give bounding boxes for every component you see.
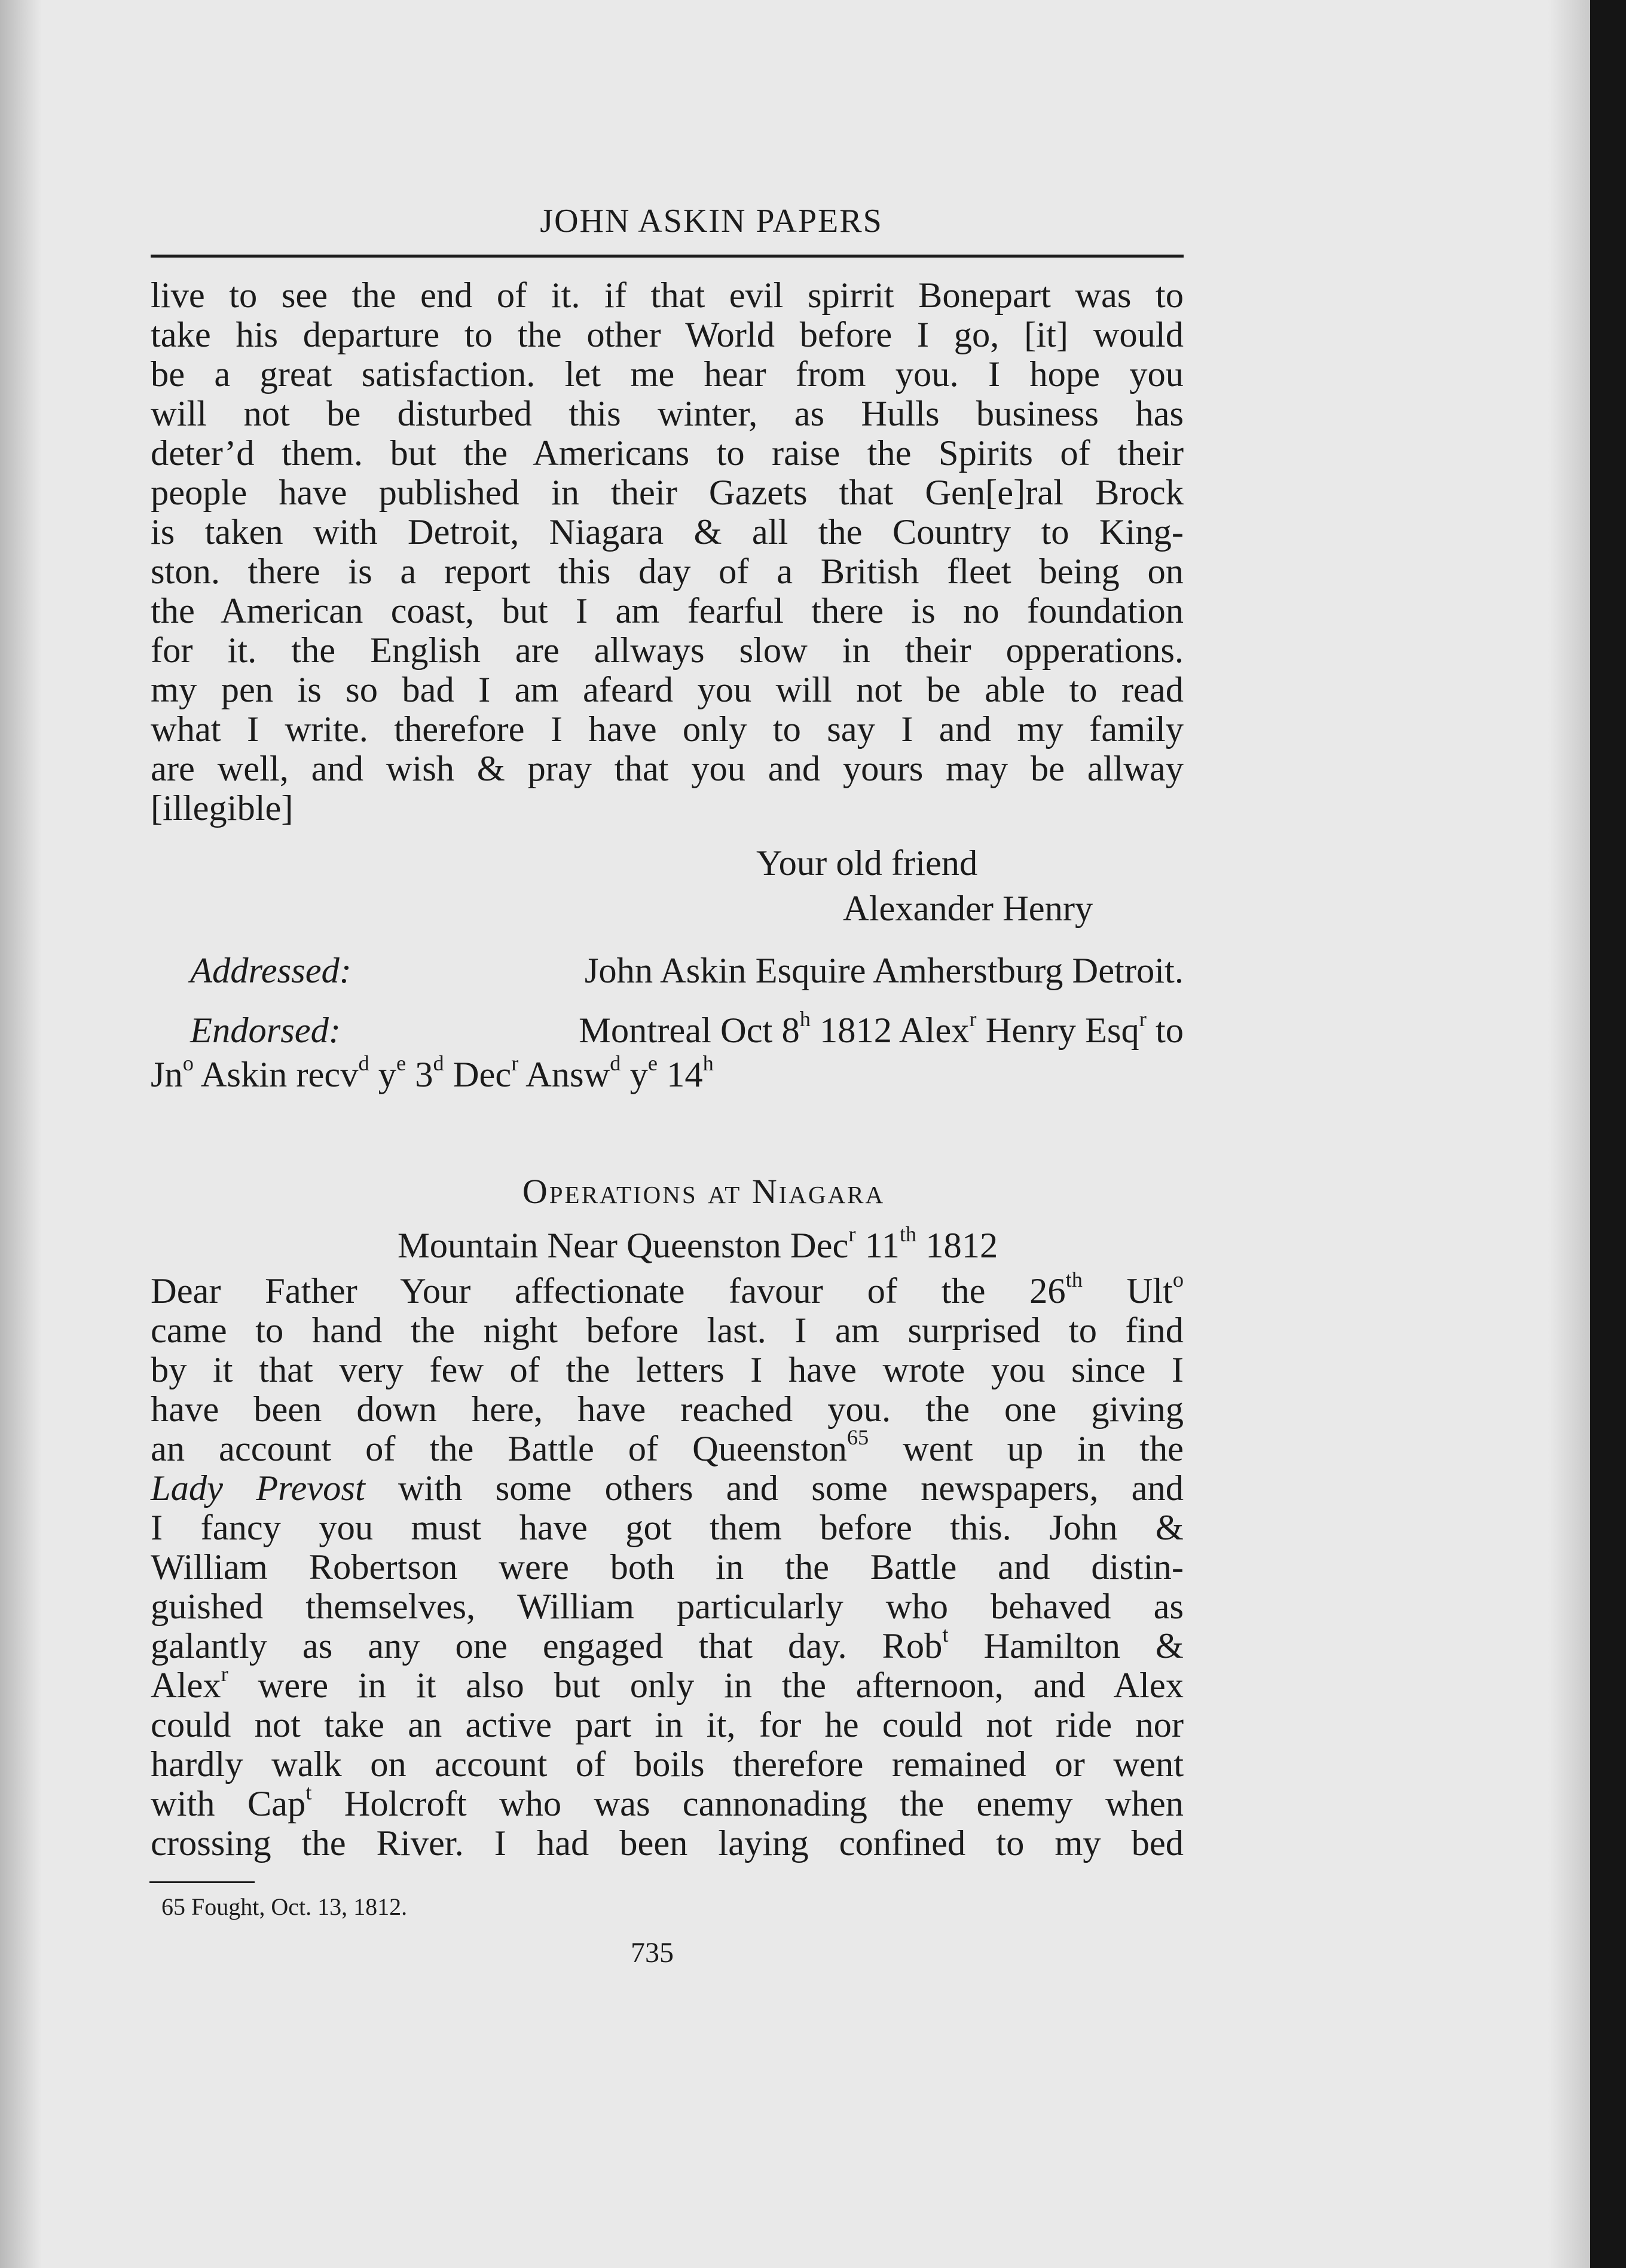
- endorsed-line: [190, 1006, 1184, 1052]
- superscript: r: [221, 1661, 228, 1686]
- text-part: with Cap: [151, 1784, 306, 1824]
- endorsed-part: Montreal Oct 8: [579, 1011, 800, 1051]
- text-line: [151, 1425, 1184, 1469]
- signature: Alexander Henry: [843, 889, 1093, 929]
- text-part: Dear Father Your affectionate favour of the 26: [151, 1271, 1066, 1311]
- superscript: r: [848, 1222, 856, 1246]
- dateline-part: Mountain Near Queenston Dec: [398, 1226, 849, 1266]
- superscript: r: [1139, 1006, 1147, 1031]
- endorsed-part: Henry Esq: [976, 1011, 1139, 1051]
- endorsed-part: to: [1146, 1011, 1184, 1051]
- superscript: h: [799, 1006, 811, 1031]
- endorsed-part: Jn: [151, 1055, 183, 1095]
- superscript: e: [647, 1051, 658, 1075]
- text-line: what I write. therefore I have only to say I and my family: [151, 709, 1184, 749]
- superscript: d: [610, 1051, 621, 1075]
- dateline-part: 1812: [916, 1226, 998, 1266]
- page-number: 735: [631, 1937, 674, 1969]
- text-part: an account of the Battle of Queenston: [151, 1429, 847, 1469]
- text-line: [151, 1661, 1184, 1706]
- endorsed-line-2: [151, 1051, 1144, 1096]
- page-shadow-left: [0, 0, 42, 2268]
- page-shadow-right: [1548, 0, 1590, 2268]
- endorsed-part: y: [621, 1055, 648, 1095]
- endorsed-text: [579, 1006, 1184, 1052]
- text-part: Holcroft who was cannonading the enemy when: [311, 1784, 1184, 1824]
- text-part: with some others and some newspapers, and: [365, 1468, 1184, 1508]
- text-line: hardly walk on account of boils therefore remained or went: [151, 1744, 1184, 1785]
- section-title: Operations at Niagara: [522, 1172, 885, 1211]
- text-line: [151, 1622, 1184, 1666]
- text-line: are well, and wish & pray that you and yours may be allway: [151, 749, 1184, 789]
- endorsed-part: Askin recv: [193, 1055, 359, 1095]
- superscript: d: [358, 1051, 369, 1075]
- text-part: were in it also but only in the afternoon, and Alex: [228, 1666, 1184, 1706]
- text-part: Hamilton &: [948, 1626, 1184, 1666]
- endorsed-part: Dec: [444, 1055, 512, 1095]
- superscript: o: [1172, 1267, 1184, 1291]
- endorsed-part: 3: [406, 1055, 433, 1095]
- endorsed-part: 14: [657, 1055, 703, 1095]
- text-line: for it. the English are allways slow in their opperations.: [151, 630, 1184, 671]
- footnote: 65 Fought, Oct. 13, 1812.: [161, 1893, 408, 1920]
- endorsed-part: Answ: [518, 1055, 610, 1095]
- text-line: guished themselves, William particularly who behaved as: [151, 1587, 1184, 1627]
- superscript: h: [702, 1051, 714, 1075]
- text-line: ston. there is a report this day of a British fleet being on: [151, 552, 1184, 592]
- footnote-rule: [149, 1881, 255, 1883]
- letter2-body: [151, 1267, 1184, 1863]
- superscript: th: [1065, 1267, 1083, 1291]
- text-line: came to hand the night before last. I am surprised to find: [151, 1311, 1184, 1351]
- text-line: people have published in their Gazets that Gen[e]ral Brock: [151, 473, 1184, 513]
- running-head: JOHN ASKIN PAPERS: [540, 203, 883, 240]
- text-part: Alex: [151, 1666, 221, 1706]
- text-line: my pen is so bad I am afeard you will not be able to read: [151, 670, 1184, 710]
- text-line: [151, 1469, 1184, 1508]
- endorsed-part: y: [369, 1055, 397, 1095]
- text-line: is taken with Detroit, Niagara & all the Country to King-: [151, 512, 1184, 552]
- text-line: be a great satisfaction. let me hear from you. I hope you: [151, 354, 1184, 394]
- endorsed-part: 1812 Alex: [810, 1011, 970, 1051]
- footnote-ref: 65: [846, 1425, 869, 1449]
- dateline-part: 11: [855, 1226, 900, 1266]
- text-line: William Robertson were both in the Battle and distin-: [151, 1547, 1184, 1587]
- text-part: Ult: [1082, 1271, 1173, 1311]
- text-line: [151, 1780, 1184, 1824]
- superscript: r: [511, 1051, 519, 1075]
- closing: Your old friend: [756, 843, 978, 883]
- addressed-line: [190, 950, 1184, 992]
- text-line: live to see the end of it. if that evil spirrit Bonepart was to: [151, 276, 1184, 316]
- header-rule: [151, 255, 1184, 258]
- text-line: deter’d them. but the Americans to raise the Spirits of their: [151, 433, 1184, 473]
- text-line: [151, 1267, 1184, 1311]
- text-line: the American coast, but I am fearful there is no foundation: [151, 591, 1184, 631]
- superscript: t: [942, 1622, 949, 1646]
- text-line: crossing the River. I had been laying confined to my bed: [151, 1823, 1184, 1863]
- superscript: t: [305, 1780, 312, 1804]
- text-line: will not be disturbed this winter, as Hulls business has: [151, 394, 1184, 434]
- endorsed-label: Endorsed:: [190, 1011, 341, 1051]
- superscript: d: [433, 1051, 444, 1075]
- text-line: I fancy you must have got them before this. John &: [151, 1508, 1184, 1548]
- superscript: th: [899, 1222, 917, 1246]
- text-line: have been down here, have reached you. the one giving: [151, 1389, 1184, 1430]
- text-line: [illegible]: [151, 788, 294, 828]
- ship-name: Lady Prevost: [151, 1468, 365, 1508]
- addressed-label: Addressed:: [190, 951, 352, 991]
- text-line: by it that very few of the letters I have wrote you since I: [151, 1350, 1184, 1390]
- text-part: galantly as any one engaged that day. Rob: [151, 1626, 943, 1666]
- text-part: went up in the: [869, 1429, 1184, 1469]
- superscript: o: [182, 1051, 194, 1075]
- dateline: [398, 1222, 998, 1267]
- text-line: could not take an active part in it, for he could not ride nor: [151, 1705, 1184, 1745]
- superscript: r: [969, 1006, 977, 1031]
- letter1-body: [151, 276, 1184, 828]
- text-line: take his departure to the other World before I go, [it] would: [151, 315, 1184, 355]
- addressed-text: John Askin Esquire Amherstburg Detroit.: [584, 951, 1184, 991]
- superscript: e: [396, 1051, 406, 1075]
